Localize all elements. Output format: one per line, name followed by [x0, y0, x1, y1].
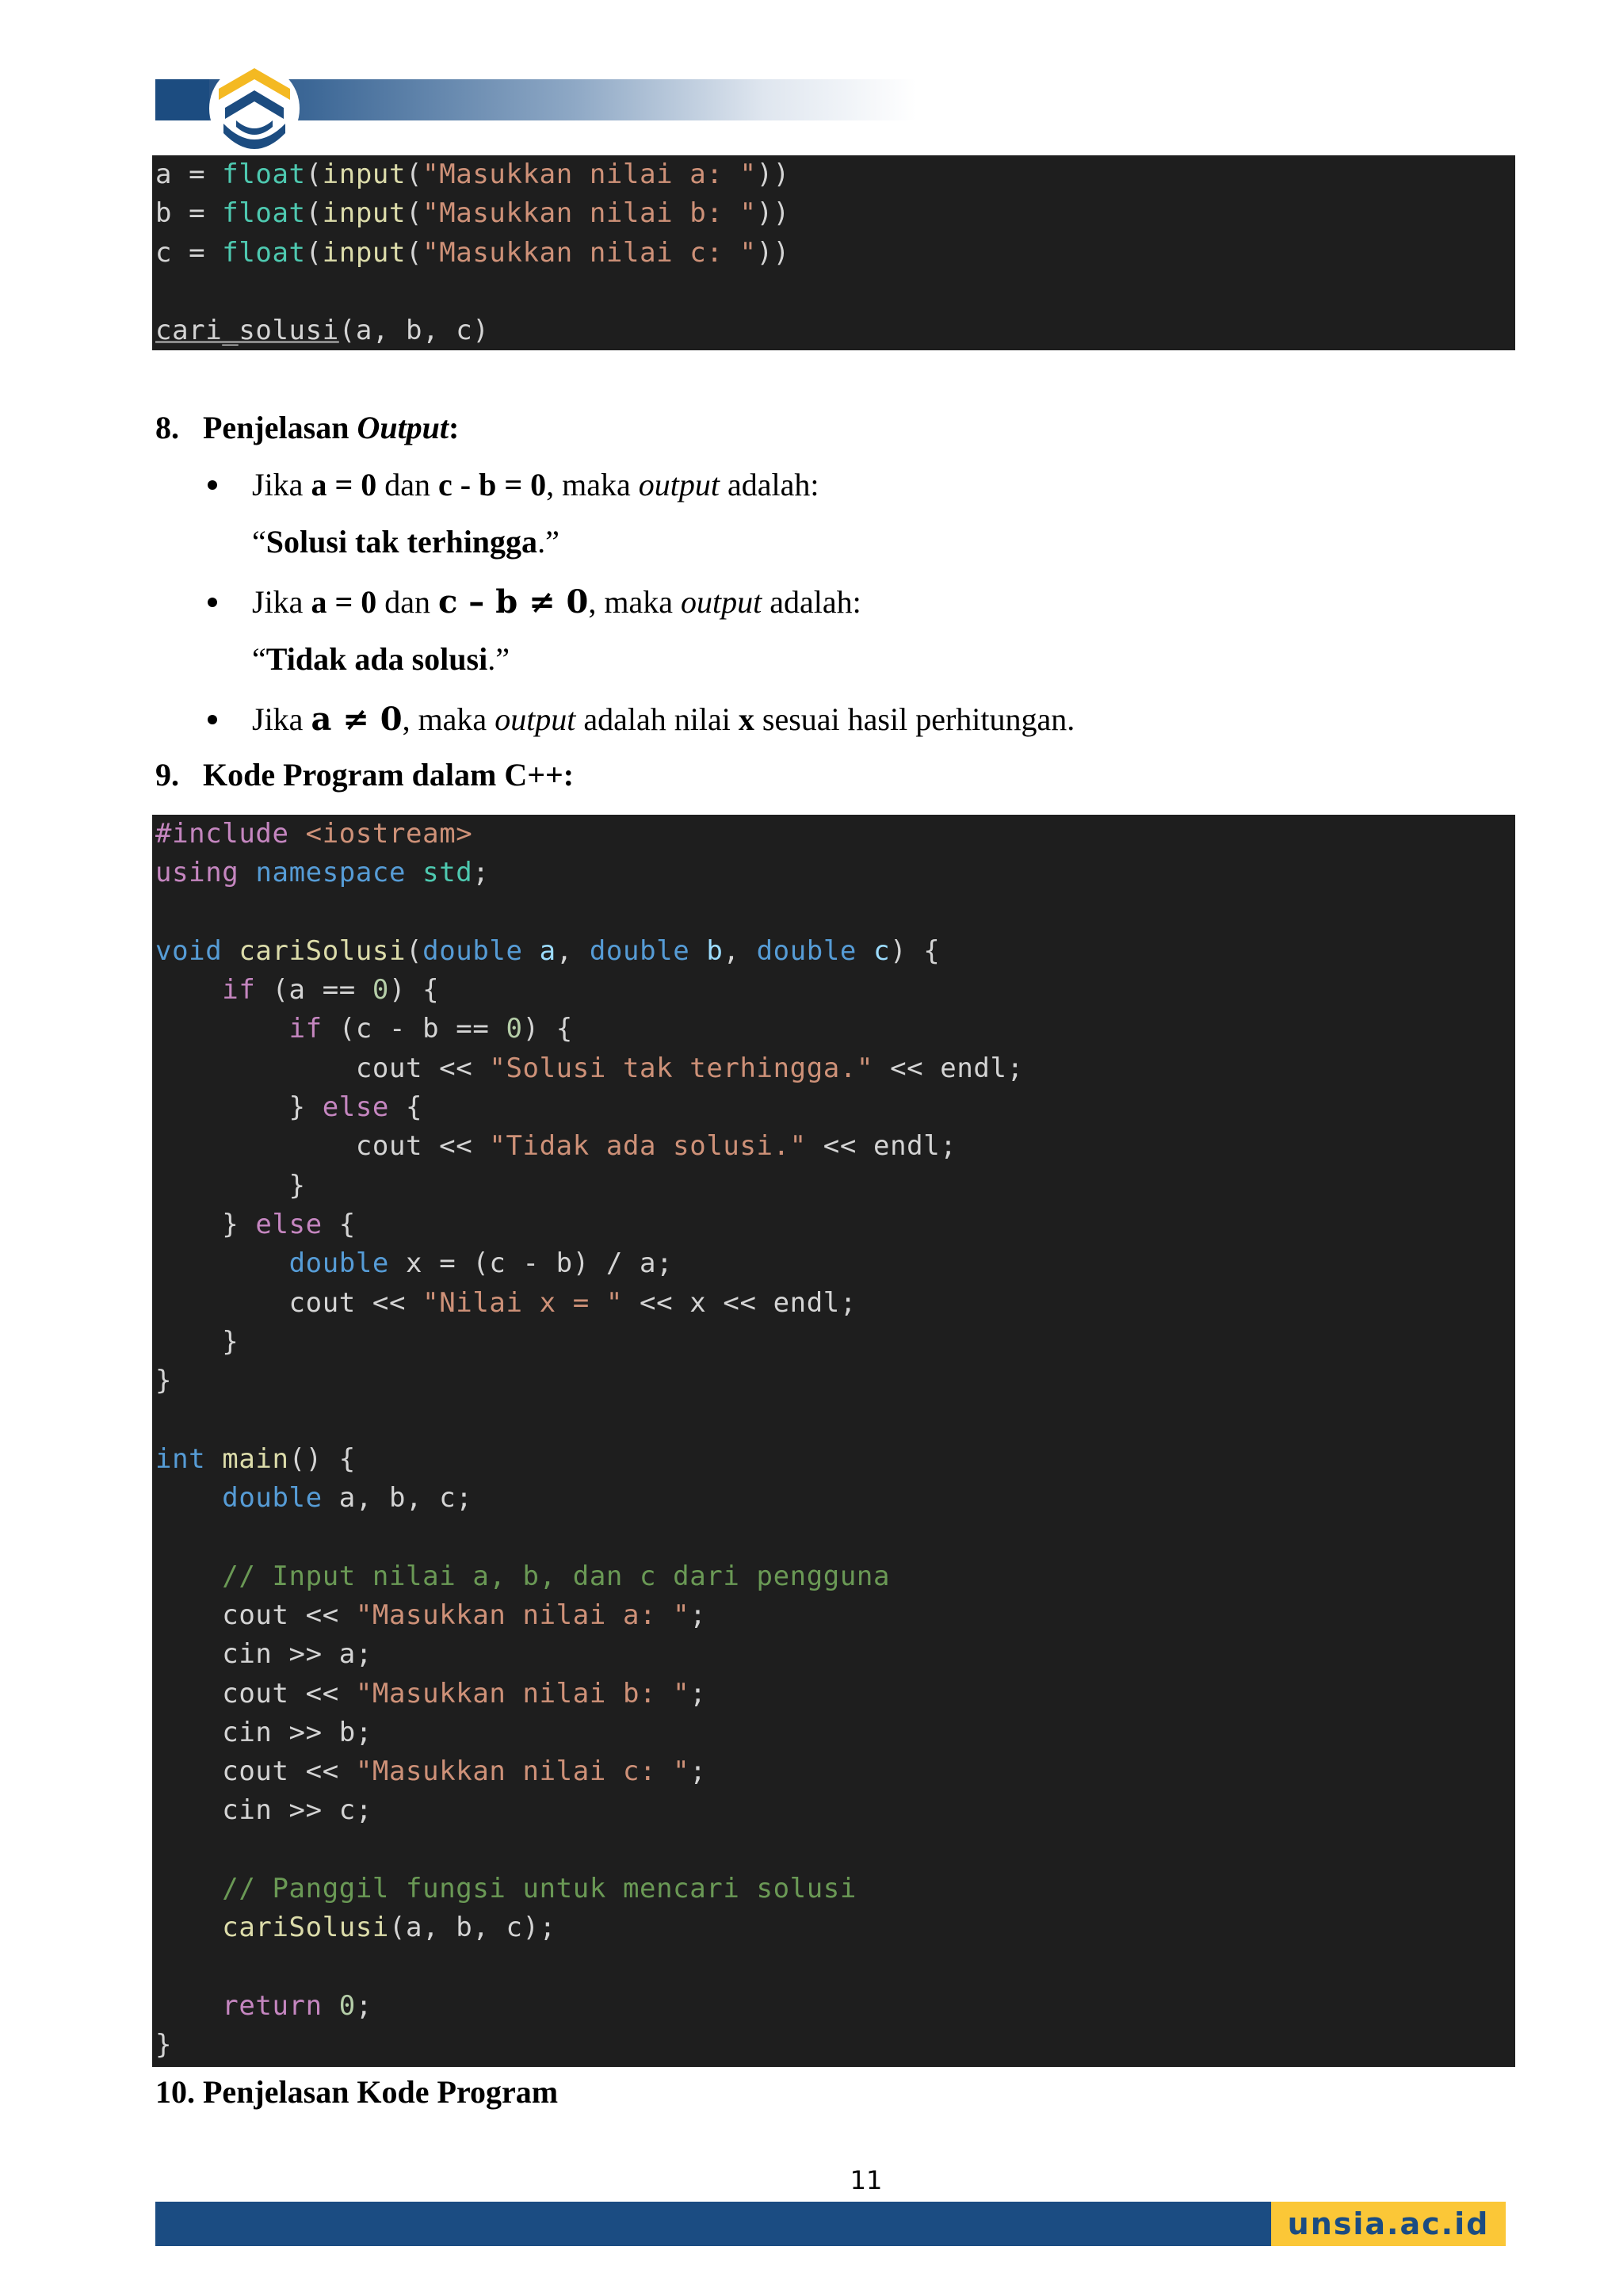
code-line: double x = (c - b) / a;: [288, 1247, 674, 1280]
code-line: cout << "Solusi tak terhingga." << endl;: [155, 1052, 1024, 1084]
text: Jika: [252, 467, 311, 502]
code-line: [155, 893, 1515, 932]
bullet-dot: [208, 598, 217, 607]
python-code-block: [152, 155, 1515, 350]
condition: a ≠ 0: [311, 701, 403, 738]
code-line: if (c - b == 0) {: [288, 1013, 573, 1045]
text: dan: [376, 584, 438, 620]
code-line: cout << "Masukkan nilai c: ";: [155, 1755, 707, 1788]
result-text: Tidak ada solusi: [265, 641, 488, 677]
text: sesuai hasil perhitungan.: [754, 701, 1075, 737]
bullet-dot: [208, 715, 217, 724]
code-line: int main() {: [155, 1442, 356, 1475]
code-line: }: [155, 1365, 173, 1397]
text: adalah:: [762, 584, 861, 620]
code-line: cin >> b;: [155, 1716, 372, 1748]
code-line: [155, 273, 1515, 311]
italic-word: output: [495, 701, 576, 737]
code-line: void cariSolusi(double a, double b, double c) {: [155, 934, 941, 967]
code-line: cout << "Nilai x = " << x << endl;: [155, 1286, 857, 1319]
unsia-logo-icon: [208, 62, 301, 155]
code-line: using namespace std;: [155, 857, 490, 889]
code-line: cout << "Masukkan nilai a: ";: [155, 1599, 707, 1631]
condition: a = 0: [311, 467, 377, 502]
page-number: 11: [850, 2165, 883, 2195]
text: adalah:: [719, 467, 819, 502]
code-line: if (a == 0) {: [222, 974, 440, 1007]
result-text: Solusi tak terhingga: [265, 524, 538, 560]
code-line: double a, b, c;: [222, 1482, 473, 1515]
code-line: [155, 1400, 1515, 1439]
code-line: cariSolusi(a, b, c);: [222, 1912, 556, 1944]
code-line: // Input nilai a, b, dan c dari pengguna: [222, 1560, 891, 1592]
condition: c - b = 0: [438, 467, 547, 502]
section-10-heading: 10. Penjelasan Kode Program: [155, 2074, 559, 2110]
quote: “: [252, 524, 266, 560]
footer-bar: [155, 2202, 1271, 2246]
section-number: 9.: [155, 757, 179, 793]
condition: c – b ≠ 0: [438, 583, 589, 621]
bullet-2-text: [252, 583, 861, 621]
quote: “: [252, 641, 266, 677]
italic-word: output: [681, 584, 762, 620]
code-line: return 0;: [222, 1989, 372, 2022]
cpp-code-block: [152, 815, 1515, 2067]
quote: .”: [537, 524, 559, 560]
code-line: [155, 1948, 1515, 1987]
section-8-heading: [155, 409, 459, 447]
code-line: a = float(input("Masukkan nilai a: ")): [155, 159, 790, 190]
code-line: // Panggil fungsi untuk mencari solusi: [222, 1873, 857, 1905]
quote: .”: [487, 641, 510, 677]
bullet-3-text: [252, 701, 1075, 739]
text: , maka: [402, 701, 495, 737]
code-line: cout << "Tidak ada solusi." << endl;: [155, 1130, 957, 1163]
text: dan: [376, 467, 438, 502]
heading-italic: Output: [357, 410, 449, 445]
bullet-1-text: [252, 466, 819, 504]
section-number: 8.: [155, 410, 179, 445]
header-block: [155, 79, 209, 120]
heading-colon: :: [449, 410, 460, 445]
text: adalah nilai: [575, 701, 739, 737]
bullet-2-result: [252, 640, 510, 678]
text: , maka: [588, 584, 681, 620]
code-line: cin >> a;: [155, 1638, 372, 1671]
footer-site-link[interactable]: unsia.ac.id: [1271, 2202, 1506, 2246]
text: Jika: [252, 701, 311, 737]
code-line: b = float(input("Masukkan nilai b: ")): [155, 197, 790, 230]
code-line: c = float(input("Masukkan nilai c: ")): [155, 236, 790, 269]
code-line: }: [155, 1325, 239, 1358]
text: , maka: [546, 467, 639, 502]
bullet-dot: [208, 480, 217, 490]
heading-text: Penjelasan: [203, 410, 357, 445]
code-line: cari_solusi(a, b, c): [155, 315, 490, 347]
variable: x: [738, 701, 754, 737]
section-9-heading: [155, 756, 574, 794]
code-line: } else {: [155, 1091, 423, 1124]
text: Jika: [252, 584, 311, 620]
condition: a = 0: [311, 584, 377, 620]
heading-text: Kode Program dalam C++:: [203, 757, 575, 793]
bullet-1-result: [252, 523, 559, 561]
italic-word: output: [638, 467, 720, 502]
code-line: } else {: [155, 1208, 356, 1240]
code-line: [155, 1831, 1515, 1870]
code-line: }: [155, 1169, 306, 1201]
code-line: cout << "Masukkan nilai b: ";: [155, 1677, 707, 1710]
code-line: #include <iostream>: [155, 818, 473, 850]
code-line: cin >> c;: [155, 1794, 372, 1827]
code-line: [155, 1518, 1515, 1557]
code-line: }: [155, 2029, 173, 2061]
